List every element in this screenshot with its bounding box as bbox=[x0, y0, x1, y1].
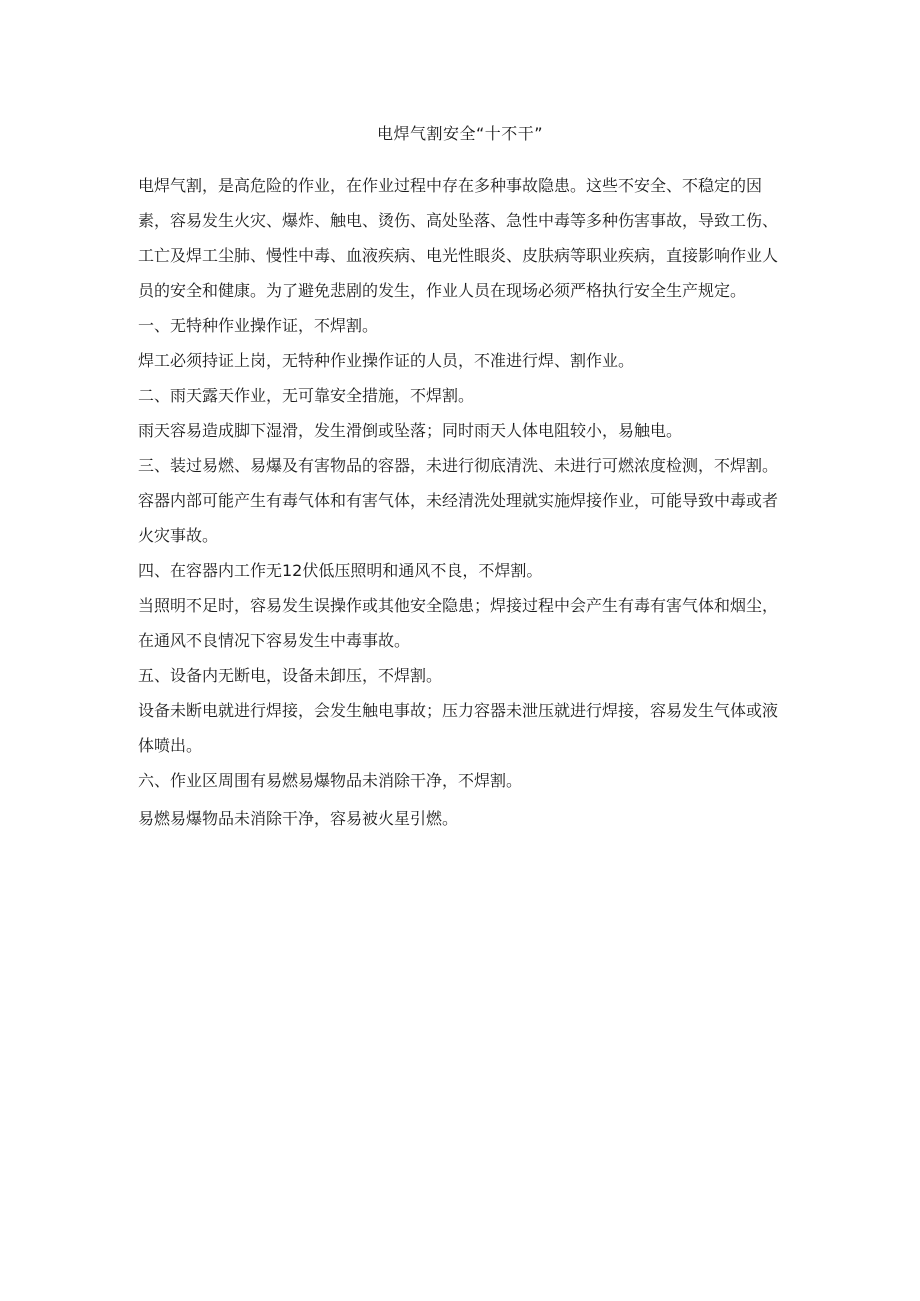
rule-3-heading: 三、装过易燃、易爆及有害物品的容器，未进行彻底清洗、未进行可燃浓度检测，不焊割。 bbox=[138, 456, 779, 475]
intro-paragraph: 电焊气割，是高危险的作业，在作业过程中存在多种事故隐患。这些不安全、不稳定的因素，容易发生火灾、爆炸、触电、烫伤、高处坠落、急性中毒等多种伤害事故，导致工伤、工亡及焊工尘肺、慢性中毒、血液疾病、电光性眼炎、皮肤病等职业疾病，直接影响作业人员的安全和健康。为了避免悲剧的发生，作业人员在现场必须严格执行安全生产规定。 bbox=[138, 176, 779, 300]
rule-4-heading: 四、在容器内工作无12伏低压照明和通风不良，不焊割。 bbox=[138, 561, 543, 580]
rule-2-heading: 二、雨天露天作业，无可靠安全措施，不焊割。 bbox=[138, 386, 475, 405]
document-body bbox=[138, 168, 788, 836]
rule-1-heading: 一、无特种作业操作证，不焊割。 bbox=[138, 316, 379, 335]
rule-6-heading: 六、作业区周围有易燃易爆物品未消除干净，不焊割。 bbox=[138, 771, 523, 790]
rule-1-detail: 焊工必须持证上岗，无特种作业操作证的人员，不准进行焊、割作业。 bbox=[138, 351, 635, 370]
rule-2-detail: 雨天容易造成脚下湿滑，发生滑倒或坠落；同时雨天人体电阻较小，易触电。 bbox=[138, 421, 683, 440]
rule-5-heading: 五、设备内无断电，设备未卸压，不焊割。 bbox=[138, 666, 443, 685]
rule-4-detail: 当照明不足时，容易发生误操作或其他安全隐患；焊接过程中会产生有毒有害气体和烟尘，在通风不良情况下容易发生中毒事故。 bbox=[138, 596, 779, 650]
rule-5-detail: 设备未断电就进行焊接，会发生触电事故；压力容器未泄压就进行焊接，容易发生气体或液体喷出。 bbox=[138, 701, 779, 755]
rule-6-detail: 易燃易爆物品未消除干净，容易被火星引燃。 bbox=[138, 809, 459, 828]
rule-3-detail: 容器内部可能产生有毒气体和有害气体，未经清洗处理就实施焊接作业，可能导致中毒或者火灾事故。 bbox=[138, 491, 779, 545]
document-title: 电焊气割安全“十不干” bbox=[376, 124, 544, 143]
